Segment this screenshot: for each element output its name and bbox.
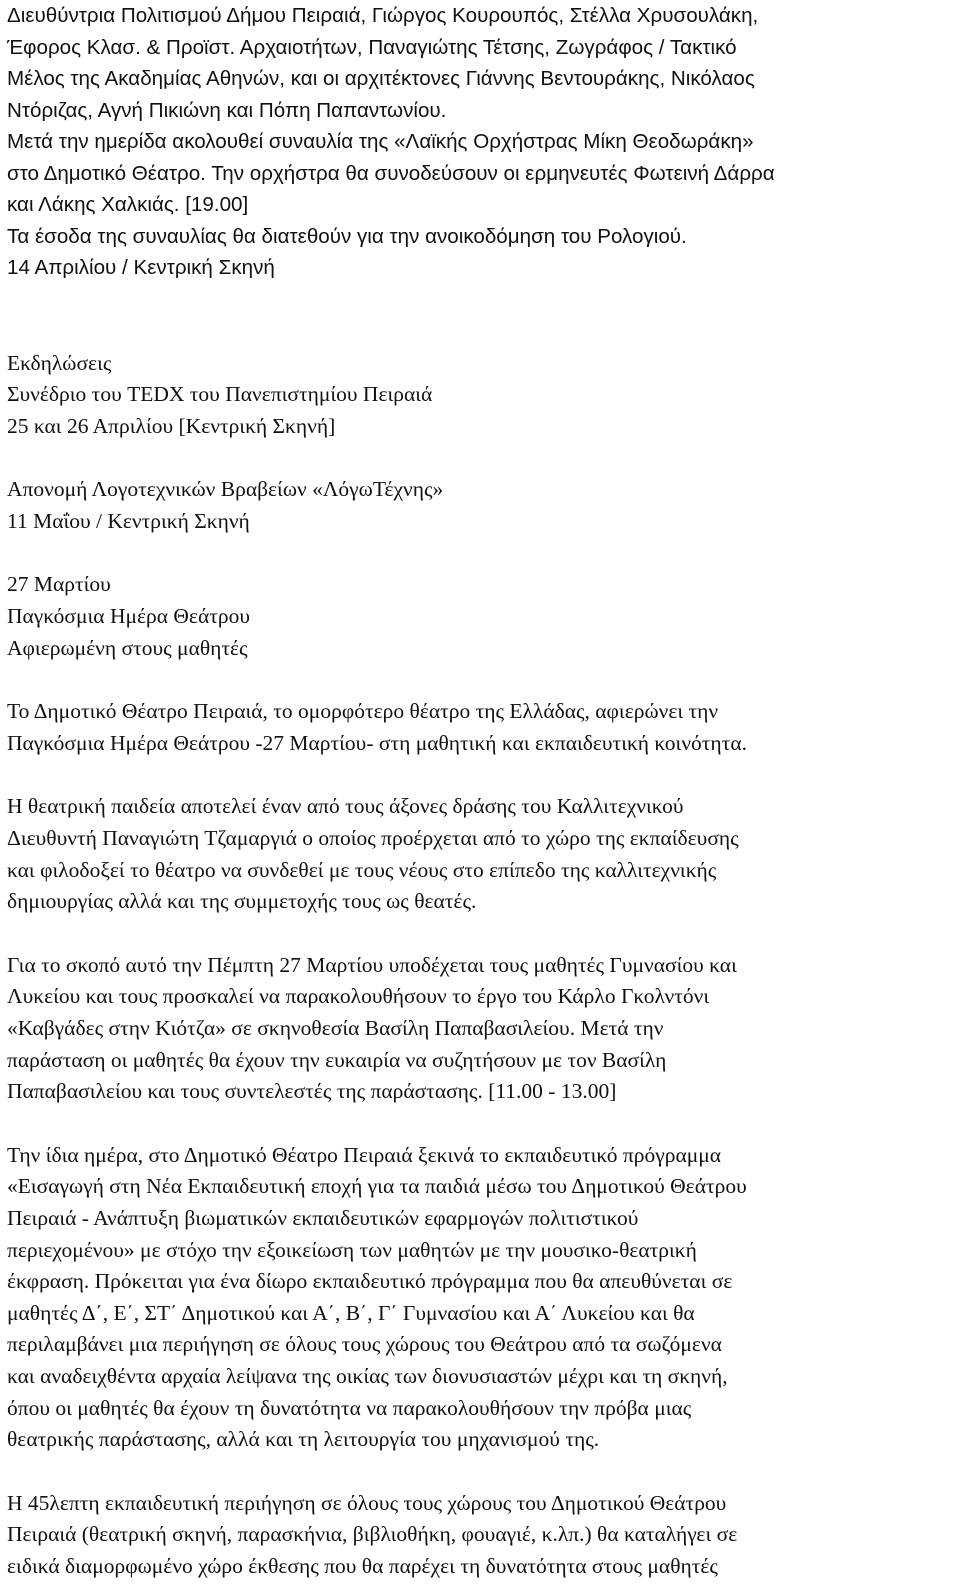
paragraph-line: παράσταση οι μαθητές θα έχουν την ευκαιρία να συζητήσουν με τον Βασίλη <box>7 1047 667 1072</box>
intro-line: Τα έσοδα της συναυλίας θα διατεθούν για την ανοικοδόμηση του Ρολογιού. <box>7 224 687 248</box>
paragraph-line: Για το σκοπό αυτό την Πέμπτη 27 Μαρτίου υποδέχεται τους μαθητές Γυμνασίου και <box>7 952 737 977</box>
paragraph-line: Η θεατρική παιδεία αποτελεί έναν από τους άξονες δράσης του Καλλιτεχνικού <box>7 794 684 819</box>
paragraph-line: δημιουργίας αλλά και της συμμετοχής τους ως θεατές. <box>7 889 477 914</box>
paragraph-line: περιλαμβάνει μια περιήγηση σε όλους τους χώρους του Θεάτρου από τα σωζόμενα <box>7 1332 722 1357</box>
paragraph-line: μαθητές Δ΄, Ε΄, ΣΤ΄ Δημοτικού και Α΄, Β΄, Γ΄ Γυμνασίου και Α΄ Λυκείου και θα <box>7 1300 695 1325</box>
event-tedx-date: 25 και 26 Απριλίου [Κεντρική Σκηνή] <box>7 413 336 438</box>
paragraph-line: Παγκόσμια Ημέρα Θεάτρου -27 Μαρτίου- στη μαθητική και εκπαιδευτική κοινότητα. <box>7 730 747 755</box>
paragraph-line: Παπαβασιλείου και τους συντελεστές της παράστασης. [11.00 - 13.00] <box>7 1079 617 1104</box>
intro-line: στο Δημοτικό Θέατρο. Την ορχήστρα θα συνοδεύσουν οι ερμηνευτές Φωτεινή Δάρρα <box>7 161 775 185</box>
event-awards-date: 11 Μαΐου / Κεντρική Σκηνή <box>7 508 250 533</box>
paragraph-line: Η 45λεπτη εκπαιδευτική περιήγηση σε όλους τους χώρους του Δημοτικού Θεάτρου <box>7 1490 727 1515</box>
paragraph-line: Πειραιά (θεατρική σκηνή, παρασκήνια, βιβλιοθήκη, φουαγιέ, κ.λπ.) θα καταλήγει σε <box>7 1522 738 1547</box>
intro-line: και Λάκης Χαλκιάς. [19.00] <box>7 193 249 216</box>
paragraph-line: Διευθυντή Παναγιώτη Τζαμαργιά ο οποίος προέρχεται από το χώρο της εκπαίδευσης <box>7 826 739 851</box>
intro-line: Έφορος Κλασ. & Προϊστ. Αρχαιοτήτων, Παναγιώτης Τέτσης, Ζωγράφος / Τακτικό <box>7 35 737 59</box>
paragraph-line: περιεχομένου» με στόχο την εξοικείωση των μαθητών με την μουσικο-θεατρική <box>7 1237 697 1262</box>
event-awards-title: Απονομή Λογοτεχνικών Βραβείων «ΛόγωΤέχνης» <box>7 477 444 502</box>
paragraph-line: θεατρικής παράστασης, αλλά και τη λειτουργία του μηχανισμού της. <box>7 1427 600 1452</box>
events-heading: Εκδηλώσεις <box>7 350 112 375</box>
paragraph <box>7 1488 957 1583</box>
paragraph <box>7 791 957 917</box>
intro-line: Μέλος της Ακαδημίας Αθηνών, και οι αρχιτέκτονες Γιάννης Βεντουράκης, Νικόλαος <box>7 67 755 90</box>
paragraph-line: «Καβγάδες στην Κιότζα» σε σκηνοθεσία Βασίλη Παπαβασιλείου. Μετά την <box>7 1016 664 1040</box>
intro-block <box>7 0 957 284</box>
paragraph-line: Λυκείου και τους προσκαλεί να παρακολουθήσουν το έργο του Κάρλο Γκολντόνι <box>7 984 710 1009</box>
paragraph-line: και αναδειχθέντα αρχαία λείψανα της οικίας των διονυσιαστών μέχρι και τη σκηνή, <box>7 1363 728 1388</box>
intro-line: Διευθύντρια Πολιτισμού Δήμου Πειραιά, Γιώργος Κουρουπός, Στέλλα Χρυσουλάκη, <box>7 4 759 27</box>
paragraph-line: Πειραιά - Ανάπτυξη βιωματικών εκπαιδευτικών εφαρμογών πολιτιστικού <box>7 1205 639 1230</box>
events-section <box>7 348 957 665</box>
paragraph-line: και φιλοδοξεί το θέατρο να συνδεθεί με τους νέους στο επίπεδο της καλλιτεχνικής <box>7 857 717 882</box>
event-theatre-day-subtitle: Αφιερωμένη στους μαθητές <box>7 635 248 660</box>
paragraph <box>7 1140 957 1456</box>
intro-line: Μετά την ημερίδα ακολουθεί συναυλία της «Λαϊκής Ορχήστρας Μίκη Θεοδωράκη» <box>7 130 754 153</box>
paragraph-line: Το Δημοτικό Θέατρο Πειραιά, το ομορφότερο θέατρο της Ελλάδας, αφιερώνει την <box>7 699 719 724</box>
paragraph-line: «Εισαγωγή στη Νέα Εκπαιδευτική εποχή για τα παιδιά μέσω του Δημοτικού Θεάτρου <box>7 1174 747 1199</box>
paragraph-line: Την ίδια ημέρα, στο Δημοτικό Θέατρο Πειραιά ξεκινά το εκπαιδευτικό πρόγραμμα <box>7 1142 722 1167</box>
event-theatre-day-date: 27 Μαρτίου <box>7 572 111 597</box>
paragraph-line: ειδικά διαμορφωμένο χώρο έκθεσης που θα παρέχει τη δυνατότητα στους μαθητές <box>7 1553 718 1578</box>
intro-line: Ντόριζας, Αγνή Πικιώνη και Πόπη Παπαντωνίου. <box>7 98 447 122</box>
paragraph <box>7 696 957 759</box>
event-tedx-title: Συνέδριο του TEDX του Πανεπιστημίου Πειραιά <box>7 382 433 407</box>
document-page <box>7 0 957 1583</box>
paragraph-line: όπου οι μαθητές θα έχουν τη δυνατότητα να παρακολουθήσουν την πρόβα μιας <box>7 1395 692 1420</box>
event-theatre-day-title: Παγκόσμια Ημέρα Θεάτρου <box>7 604 250 629</box>
paragraph-line: έκφραση. Πρόκειται για ένα δίωρο εκπαιδευτικό πρόγραμμα που θα απευθύνεται σε <box>7 1269 733 1294</box>
intro-line: 14 Απριλίου / Κεντρική Σκηνή <box>7 256 275 279</box>
paragraph <box>7 950 957 1108</box>
